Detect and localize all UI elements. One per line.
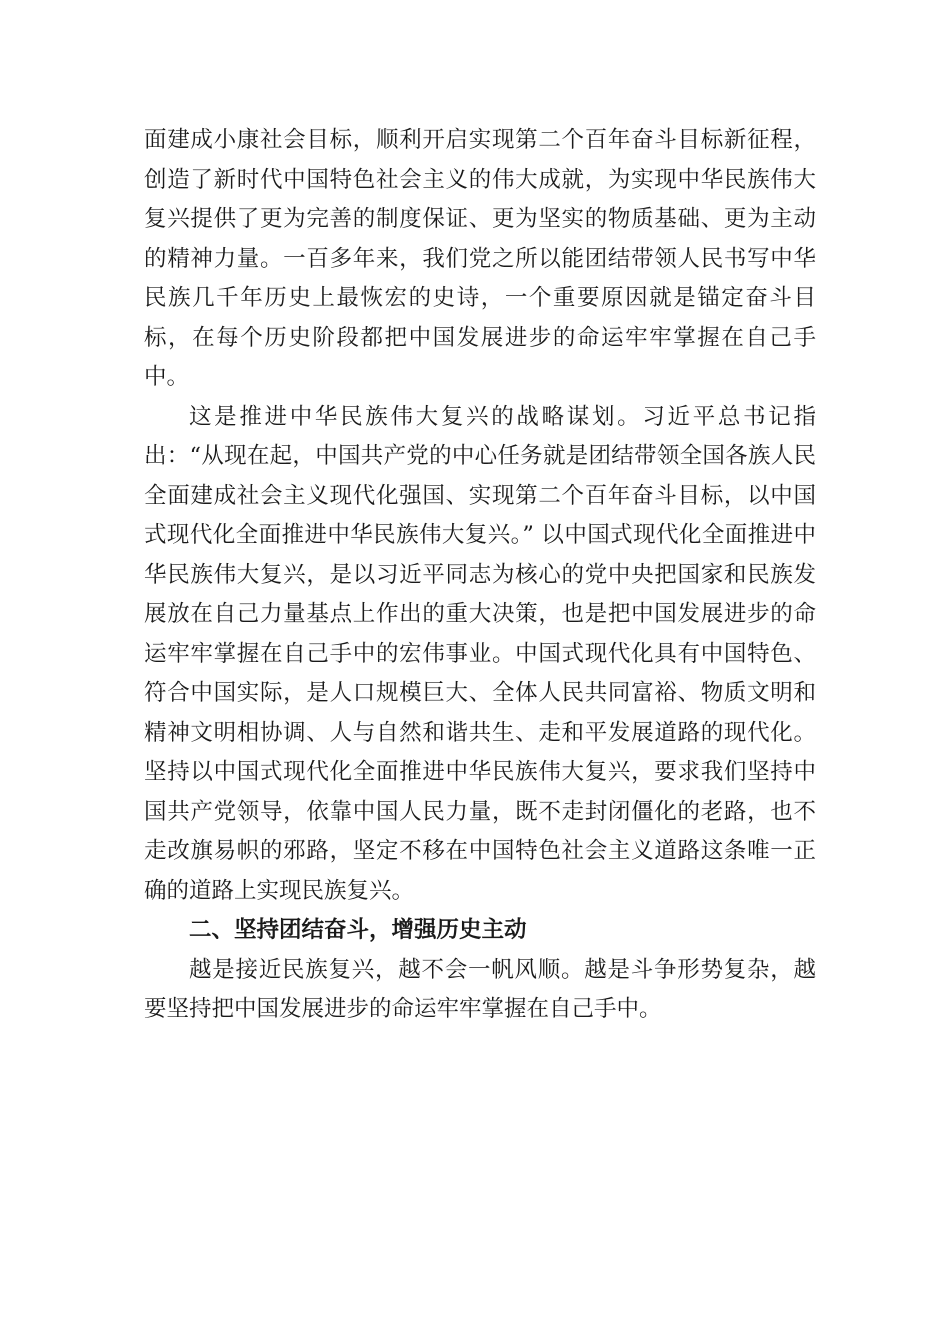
paragraph-strategic-plan: 这是推进中华民族伟大复兴的战略谋划。习近平总书记指出：“从现在起，中国共产党的中心任务就是团结带领全国各族人民全面建成社会主义现代化强国、实现第二个百年奋斗目标，以中国式现代化全面推进中华民族伟大复兴。” 以中国式现代化全面推进中华民族伟大复兴，是以习近平同志为核心的党中央把国家和民族发展放在自己力量基点上作出的重大决策，也是把中国发展进步的命运牢牢掌握在自己手中的宏伟事业。中国式现代化具有中国特色、符合中国实际，是人口规模巨大、全体人民共同富裕、物质文明和精神文明相协调、人与自然和谐共生、走和平发展道路的现代化。坚持以中国式现代化全面推进中华民族伟大复兴，要求我们坚持中国共产党领导，依靠中国人民力量，既不走封闭僵化的老路，也不走改旗易帜的邪路，坚定不移在中国特色社会主义道路这条唯一正确的道路上实现民族复兴。	[144, 403, 816, 904]
section-heading: 二、坚持团结奋斗，增强历史主动	[189, 917, 527, 943]
paragraph-final: 越是接近民族复兴，越不会一帆风顺。越是斗争形势复杂，越要坚持把中国发展进步的命运牢牢掌握在自己手中。	[144, 956, 816, 1022]
paragraph-continuation: 面建成小康社会目标，顺利开启实现第二个百年奋斗目标新征程，创造了新时代中国特色社会主义的伟大成就，为实现中华民族伟大复兴提供了更为完善的制度保证、更为坚实的物质基础、更为主动的精神力量。一百多年来，我们党之所以能团结带领人民书写中华民族几千年历史上最恢宏的史诗，一个重要原因就是锚定奋斗目标，在每个历史阶段都把中国发展进步的命运牢牢掌握在自己手中。	[144, 127, 816, 390]
document-body	[144, 121, 816, 1030]
